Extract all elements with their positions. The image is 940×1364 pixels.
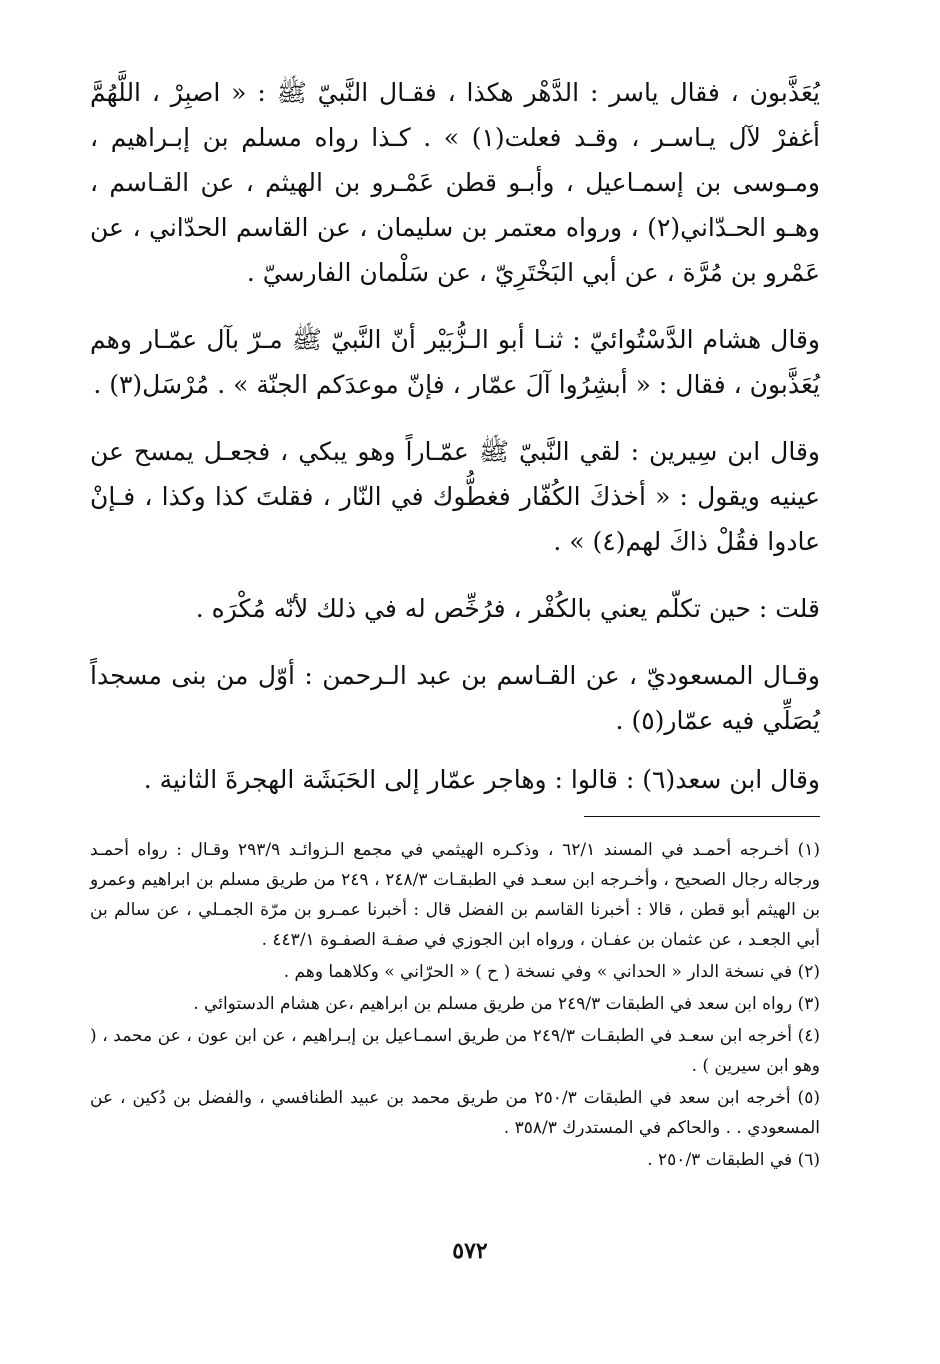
paragraph-5: وقـال المسعوديّ ، عن القـاسم بن عبد الـرحمن : أوّل من بنى مسجداً يُصَلِّي فيه عمّار(٥) . <box>90 661 820 735</box>
paragraph-4: قلت : حين تكلّم يعني بالكُفْر ، فرُخِّص له في ذلك لأنّه مُكْرَه . <box>195 594 820 623</box>
paragraph-6: وقال ابن سعد(٦) : قالوا : وهاجر عمّار إلى الحَبَشَة الهجرةَ الثانية . <box>143 765 820 794</box>
footnote-separator <box>584 816 820 817</box>
paragraph-1: يُعَذَّبون ، فقال ياسر : الدَّهْر هكذا ، فقـال النَّبيّ ﷺ : « اصبِرْ ، اللَّهُمَّ أغفرْ لآل يـاسـر ، وقـد فعلت(١) » . كـذا رواه مسلم بن إبـراهيم ، ومـوسى بن إسمـاعيل ، وأبـو قطن عَمْـرو بن الهيثم ، عن القـاسم ، وهـو الحـدّاني(٢) ، ورواه معتمر بن سليمان ، عن القاسم الحدّاني ، عن عَمْرو بن مُرَّة ، عن أبي البَخْتَرِيّ ، عن سَلْمان الفارسيّ . <box>90 78 821 287</box>
paragraph-2: وقال هشام الدَّسْتُوائيّ : ثنـا أبو الـزُّبَيْر أنّ النَّبيّ ﷺ مـرّ بآل عمّـار وهم يُعَذَّبون ، فقال : « أبشِرُوا آلَ عمّار ، فإنّ موعدَكم الجنّة » . مُرْسَل(٣) . <box>90 325 820 399</box>
document-page <box>90 70 820 1177</box>
page-number: ٥٧٢ <box>452 1238 488 1264</box>
paragraph-3: وقال ابن سِيرين : لقي النَّبيّ ﷺ عمّـاراً وهو يبكي ، فجعـل يمسح عن عينيه ويقول : « أخذكَ الكُفّار فغطُّوك في النّار ، فقلتَ كذا وكذا ، فـإنْ عادوا فقُلْ ذاكَ لهم(٤) » . <box>90 437 820 556</box>
footnote-4: (٤) أخرجه ابن سعـد في الطبقـات ٢٤٩/٣ من طريق اسمـاعيل بن إبـراهيم ، عن ابن عون ، عن محمد ، ( وهو ابن سيرين ) . <box>90 1026 821 1076</box>
main-text <box>90 70 820 802</box>
footnote-5: (٥) أخرجه ابن سعد في الطبقات ٢٥٠/٣ من طريق محمد بن عبيد الطنافسي ، والفضل بن دُكين ، عن المسعودي . . والحاكم في المستدرك ٣٥٨/٣ . <box>90 1088 820 1138</box>
footnote-3: (٣) رواه ابن سعد في الطبقات ٢٤٩/٣ من طريق مسلم بن ابراهيم ،عن هشام الدستوائي . <box>193 994 820 1014</box>
footnote-2: (٢) في نسخة الدار « الحداني » وفي نسخة ( ح ) « الحرّاني » وكلاهما وهم . <box>283 962 820 982</box>
footnotes <box>90 835 820 1175</box>
footnote-6: (٦) في الطبقات ٢٥٠/٣ . <box>647 1150 820 1170</box>
footnote-1: (١) أخـرجه أحمـد في المسند ٦٢/١ ، وذكـره الهيثمي في مجمع الـزوائـد ٢٩٣/٩ وقـال : رواه أحمـد ورجاله رجال الصحيح ، وأخـرجه ابن سعـد في الطبقـات ٢٤٨/٣ ، ٢٤٩ من طريق مسلم بن ابراهيم وعمرو بن الهيثم أبو قطن ، قالا : أخبرنا القاسم بن الفضل قال : أخبرنا عمـرو بن مرّة الجمـلي ، عن سالم بن أبي الجعـد ، عن عثمان بن عفـان ، ورواه ابن الجوزي في صفـة الصفـوة ٤٤٣/١ . <box>90 840 821 950</box>
